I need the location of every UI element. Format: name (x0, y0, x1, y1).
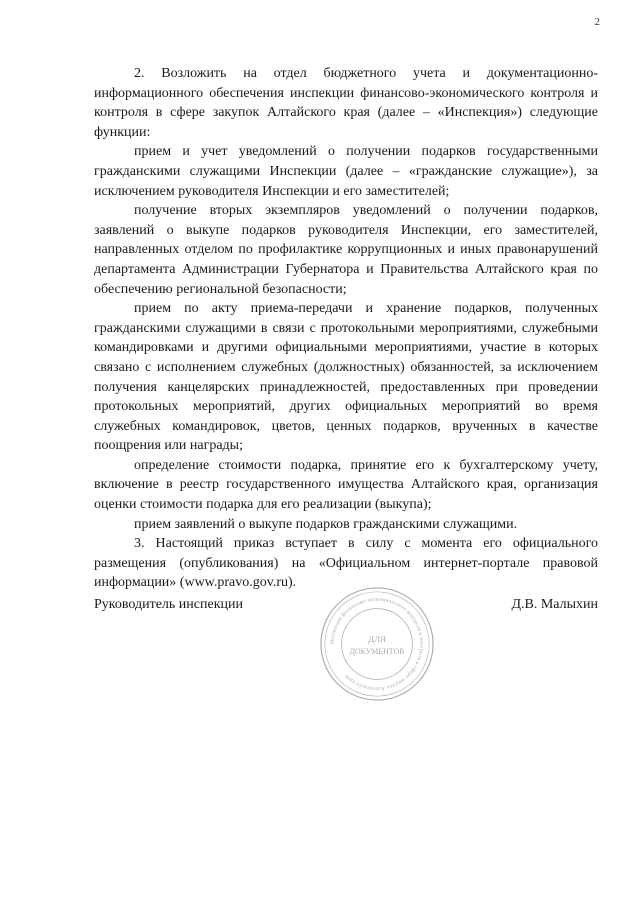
page-number: 2 (594, 16, 600, 28)
stamp-ring-text: Инспекция финансово-экономического контроля и контроля в сфере закупок Алтайского края (329, 596, 425, 692)
paragraph-function-buyout-applications: прием заявлений о выкупе подарков гражданскими служащими. (134, 516, 518, 532)
official-stamp-seal (318, 585, 436, 703)
paragraph-function-valuation: определение стоимости подарка, принятие его к бухгалтерскому учету, включение в реестр государственного имущества Алтайского края, организация оценки стоимости подарка для его реализации (выкупа); (94, 457, 598, 513)
svg-text:Инспекция финансово-экономичес (330, 597, 425, 692)
paragraph-function-gifts-notification: прием и учет уведомлений о получении подарков государственными гражданскими служащими Инспекции (далее – «гражданские служащие»), за исключением руководителя Инспекции и его заместителей; (94, 144, 598, 199)
stamp-center-line-2: ДОКУМЕНТОВ (349, 646, 405, 656)
signatory-title: Руководитель инспекции (94, 597, 243, 612)
document-body (94, 64, 598, 593)
paragraph-item-2: 2. Возложить на отдел бюджетного учета и документационно-информационного обеспечения инспекции финансово-экономического контроля и контроля в сфере закупок Алтайского края (далее – «Инспекция») следующие функции: (94, 66, 598, 140)
paragraph-function-second-copies: получение вторых экземпляров уведомлений о получении подарков, заявлений о выкупе подарков руководителя Инспекции, его заместителей, направленных отделом по профилактике коррупционных и иных правонарушений департамента Администрации Губернатора и Правительства Алтайского края по обеспечению региональной безопасности; (94, 203, 598, 297)
paragraph-function-acceptance-storage: прием по акту приема-передачи и хранение подарков, полученных гражданскими служащими в связи с протокольными мероприятиями, служебными командировками и другими официальными мероприятиями, участие в которых связано с исполнением служебных (должностных) обязанностей, за исключением получения канцелярских принадлежностей, предоставленных при проведении протокольных мероприятий, других официальных мероприятий во время служебных командировок, цветов, ценных подарков, врученных в качестве поощрения или награды; (94, 301, 598, 454)
signatory-name: Д.В. Малыхин (511, 597, 598, 612)
paragraph-item-3: 3. Настоящий приказ вступает в силу с момента его официального размещения (опубликования) на «Официальном интернет-портале правовой информации» (www.pravo.gov.ru). (94, 536, 598, 591)
stamp-center-line-1: ДЛЯ (368, 634, 386, 645)
